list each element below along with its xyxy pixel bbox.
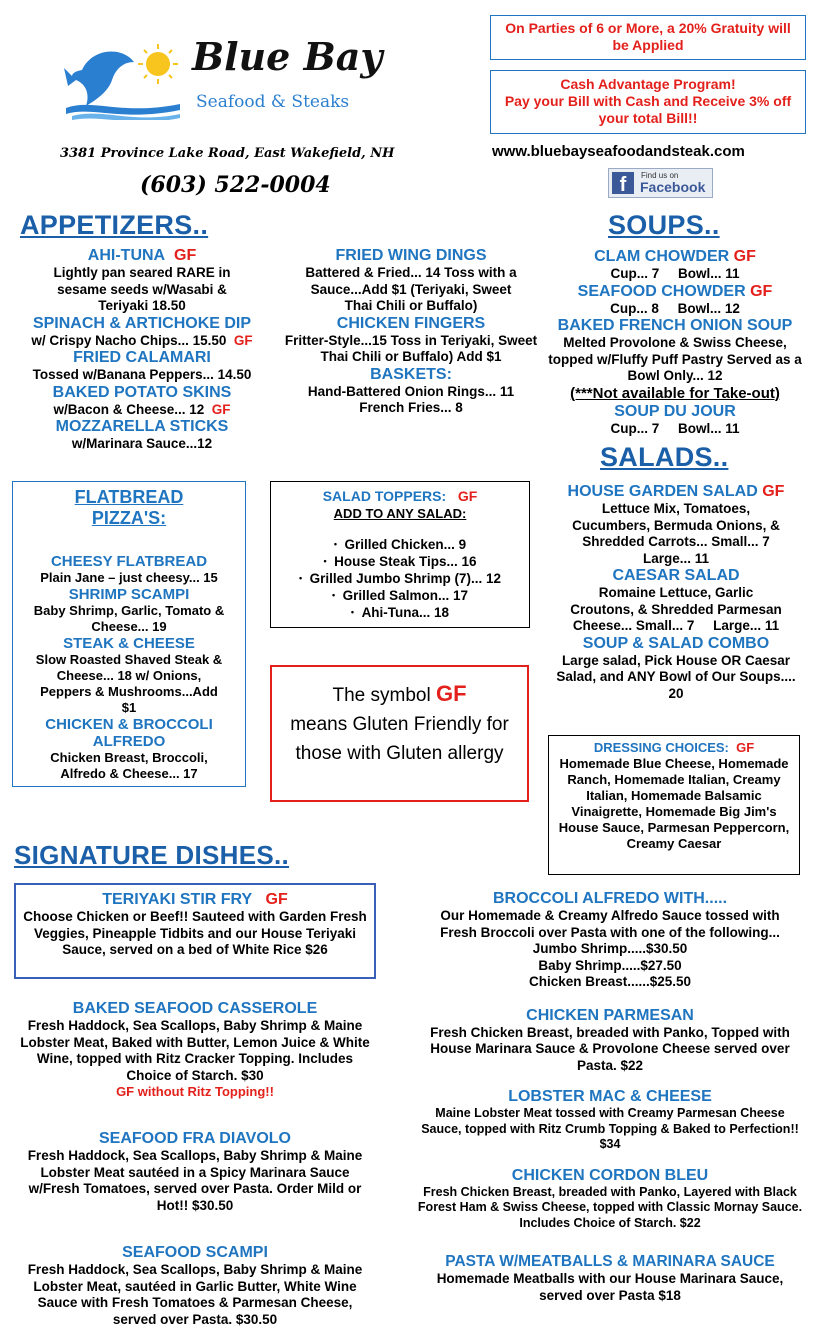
menu-item: BAKED SEAFOOD CASSEROLE Fresh Haddock, Sea Scallops, Baby Shrimp & Maine Lobster Meat, Baked with Butter, Lemon Juice & White Wine, topped with Ritz Cracker Topping. Includes Choice of Starch. $30 GF without Ritz Topping!!: [20, 1000, 370, 1099]
website-link[interactable]: www.bluebayseafoodandsteak.com: [492, 143, 745, 160]
salads-title: SALADS..: [600, 442, 729, 472]
menu-item: BROCCOLI ALFREDO WITH..... Our Homemade & Creamy Alfredo Sauce tossed with Fresh Broccoli over Pasta with one of the following... Jumbo Shrimp.....$30.50 Baby Shrimp.....$27.50 Chicken Breast......$25.50: [440, 890, 780, 989]
brand-name: Blue Bay: [192, 34, 383, 79]
menu-item: CHICKEN CORDON BLEU Fresh Chicken Breast, breaded with Panko, Layered with Black Forest Ham & Swiss Cheese, topped with Classic Mornay Sauce. Includes Choice of Starch. $22: [417, 1166, 803, 1230]
menu-item: SHRIMP SCAMPI Baby Shrimp, Garlic, Tomato & Cheese... 19: [33, 586, 225, 634]
flatbread-title: FLATBREAD PIZZA'S:: [74, 487, 184, 528]
facebook-badge[interactable]: f Find us on Facebook: [608, 168, 713, 198]
teriyaki-stir-fry-box: TERIYAKI STIR FRY GF Choose Chicken or Beef!! Sauteed with Garden Fresh Veggies, Pineapple Tidbits and our House Teriyaki Sauce, served on a bed of White Rice $26: [14, 883, 376, 979]
menu-item: FRIED WING DINGS Battered & Fried... 14 Toss with a Sauce...Add $1 (Teriyaki, Sweet Thai Chili or Buffalo): [305, 247, 517, 313]
menu-item: MOZZARELLA STICKS w/Marinara Sauce...12: [55, 418, 229, 451]
signature-right-column: [415, 890, 805, 1304]
menu-item: AHI-TUNA GF Lightly pan seared RARE in sesame seeds w/Wasabi & Teriyaki 18.50: [53, 247, 231, 313]
menu-item: LOBSTER MAC & CHEESE Maine Lobster Meat tossed with Creamy Parmesan Cheese Sauce, topped with Ritz Crumb Topping & Baked to Perfection!! $34: [421, 1088, 799, 1151]
menu-item: CLAM CHOWDER GF Cup... 7 Bowl... 11: [594, 248, 756, 281]
toppers-list: [271, 536, 529, 621]
menu-item: STEAK & CHEESE Slow Roasted Shaved Steak & Cheese... 18 w/ Onions, Peppers & Mushrooms...Add $1: [35, 635, 223, 715]
appetizers-column-1: [6, 247, 278, 453]
menu-item: CHICKEN & BROCCOLI ALFREDO Chicken Breast, Broccoli, Alfredo & Cheese... 17: [45, 716, 213, 781]
appetizers-column-2: [280, 247, 542, 417]
flatbread-box: [12, 481, 246, 787]
brand-subtitle: Seafood & Steaks: [196, 92, 350, 112]
list-item: • Grilled Salmon... 17: [271, 587, 529, 604]
menu-item: SEAFOOD FRA DIAVOLO Fresh Haddock, Sea Scallops, Baby Shrimp & Maine Lobster Meat sautéed in a Spicy Marinara Sauce w/Fresh Tomatoes, served over Pasta. Order Mild or Hot!! $30.50: [27, 1130, 363, 1213]
logo: [62, 34, 383, 120]
cash-advantage-notice: Cash Advantage Program! Pay your Bill with Cash and Receive 3% off your total Bill!!: [490, 70, 806, 134]
menu-item: CHICKEN FINGERS Fritter-Style...15 Toss in Teriyaki, Sweet Thai Chili or Buffalo) Add $1: [284, 314, 538, 364]
menu-item: SEAFOOD CHOWDER GF Cup... 8 Bowl... 12: [577, 282, 773, 316]
menu-item: CHEESY FLATBREAD Plain Jane – just cheesy... 15: [40, 553, 218, 585]
signature-left-column: [10, 1000, 380, 1328]
salad-toppers-subtitle: ADD TO ANY SALAD:: [333, 506, 467, 521]
salads-list: [548, 483, 804, 702]
salad-toppers-title: SALAD TOPPERS:: [322, 488, 447, 504]
dressing-title: DRESSING CHOICES:: [593, 740, 729, 755]
dressing-box: DRESSING CHOICES: GF Homemade Blue Cheese, Homemade Ranch, Homemade Italian, Creamy Italian, Homemade Balsamic Vinaigrette, Homemade Big Jim's House Sauce, Parmesan Peppercorn, Creamy Caesar: [548, 735, 800, 875]
menu-item: CHICKEN PARMESAN Fresh Chicken Breast, breaded with Panko, Topped with House Marinara Sauce & Provolone Cheese served over Pasta. $22: [430, 1006, 790, 1073]
list-item: • House Steak Tips... 16: [271, 553, 529, 570]
menu-item: SOUP DU JOUR Cup... 7 Bowl... 11: [610, 402, 740, 436]
soups-list: [540, 248, 810, 437]
fish-icon: [62, 40, 182, 120]
address: 3381 Province Lake Road, East Wakefield, NH: [60, 146, 395, 161]
menu-item: SPINACH & ARTICHOKE DIP w/ Crispy Nacho Chips... 15.50 GF: [31, 314, 253, 348]
list-item: • Grilled Chicken... 9: [271, 536, 529, 553]
gluten-friendly-notice: The symbol GF means Gluten Friendly for those with Gluten allergy: [270, 665, 529, 802]
list-item: • Ahi-Tuna... 18: [271, 604, 529, 621]
signature-title: SIGNATURE DISHES..: [14, 840, 290, 870]
menu-item: CAESAR SALAD Romaine Lettuce, Garlic Croutons, & Shredded Parmesan Cheese... Small... 7 Large... 11: [570, 567, 786, 633]
salad-toppers-box: SALAD TOPPERS: GF ADD TO ANY SALAD: • Grilled Chicken... 9 • House Steak Tips... 16 • Grilled Jumbo Shrimp (7)... 12 • Grilled Salmon... 17 • Ahi-Tuna... 18: [270, 481, 530, 628]
gratuity-notice: On Parties of 6 or More, a 20% Gratuity will be Applied: [490, 15, 806, 60]
menu-item: BASKETS: Hand-Battered Onion Rings... 11 French Fries... 8: [307, 365, 515, 415]
menu-item: SEAFOOD SCAMPI Fresh Haddock, Sea Scallops, Baby Shrimp & Maine Lobster Meat, sautéed in Garlic Butter, White Wine Sauce with Fresh Tomatoes & Parmesan Cheese, served over Pasta. $30.50: [27, 1244, 363, 1327]
menu-item: HOUSE GARDEN SALAD GF Lettuce Mix, Tomatoes, Cucumbers, Bermuda Onions, & Shredded Carrots... Small... 7 Large... 11: [567, 483, 789, 566]
phone: (603) 522-0004: [140, 172, 331, 198]
soups-title: SOUPS..: [608, 210, 720, 240]
menu-item: PASTA W/MEATBALLS & MARINARA SAUCE Homemade Meatballs with our House Marinara Sauce, served over Pasta $18: [436, 1253, 784, 1303]
facebook-icon: f: [612, 172, 634, 194]
list-item: • Grilled Jumbo Shrimp (7)... 12: [271, 570, 529, 587]
menu-item: BAKED FRENCH ONION SOUP Melted Provolone & Swiss Cheese, topped w/Fluffy Puff Pastry Served as a Bowl Only... 12 (***Not available for Take-out): [548, 317, 802, 402]
menu-item: BAKED POTATO SKINS w/Bacon & Cheese... 12 GF: [52, 383, 232, 417]
menu-item: SOUP & SALAD COMBO Large salad, Pick House OR Caesar Salad, and ANY Bowl of Our Soups.... 20: [556, 634, 796, 701]
menu-item: FRIED CALAMARI Tossed w/Banana Peppers... 14.50: [32, 349, 252, 382]
appetizers-title: APPETIZERS..: [20, 210, 209, 240]
